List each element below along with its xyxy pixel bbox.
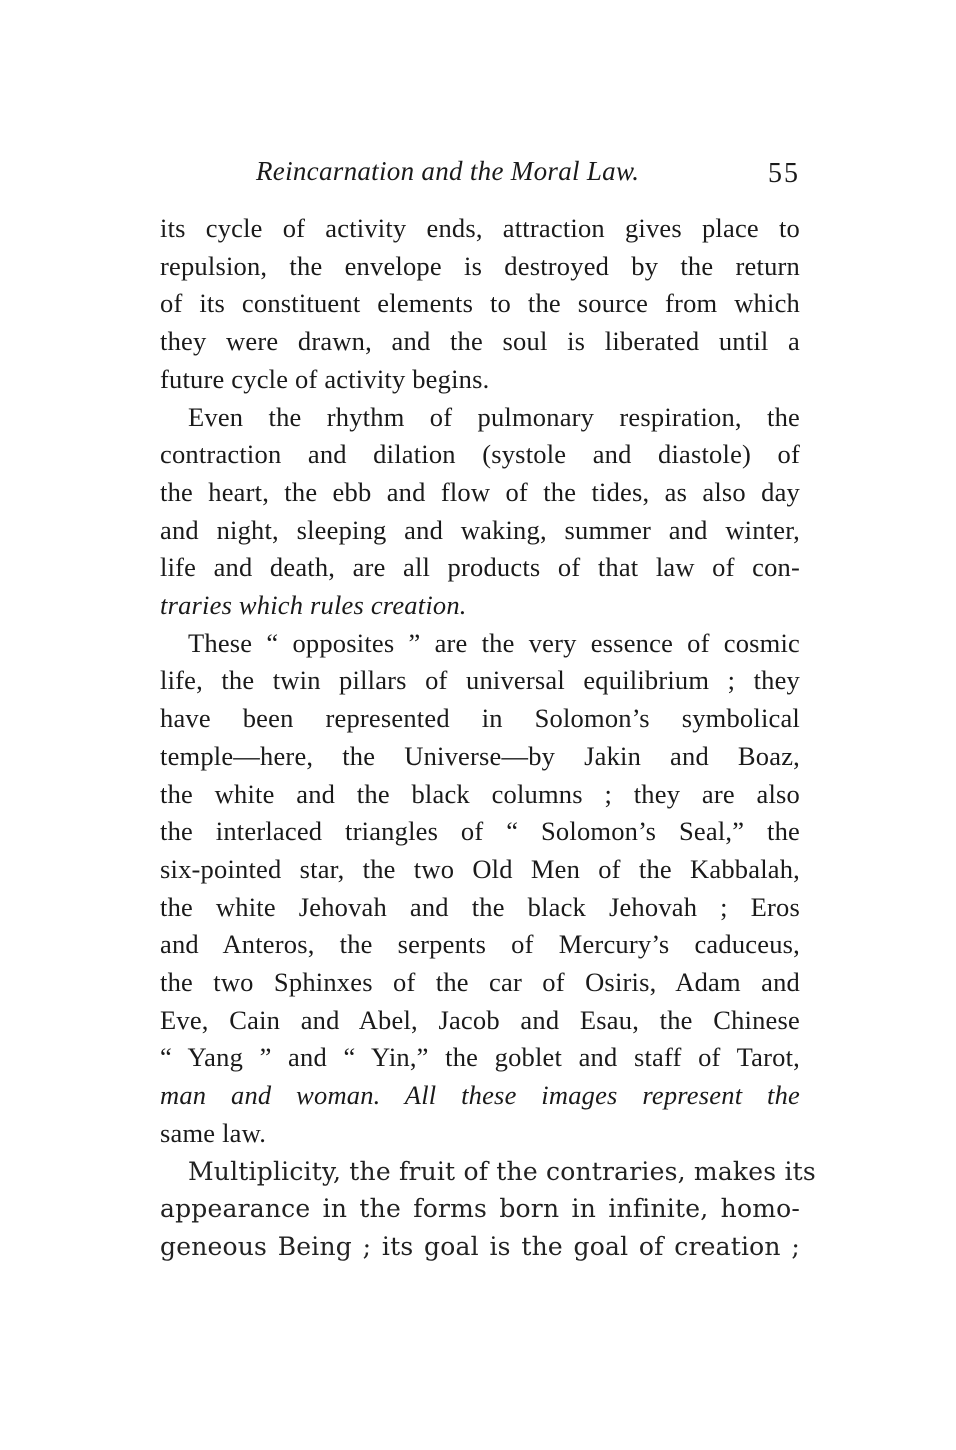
text-line: appearance in the forms born in infinite, homo-: [160, 1194, 800, 1224]
text-line: repulsion, the envelope is destroyed by the return: [160, 250, 800, 281]
text-line: the interlaced triangles of “ Solomon’s Seal,” the: [160, 816, 800, 847]
page-number: 55: [768, 158, 800, 189]
paragraph-2: [160, 399, 800, 625]
text-line: and night, sleeping and waking, summer and winter,: [160, 514, 800, 545]
running-head: [160, 156, 800, 192]
text-line: its cycle of activity ends, attraction gives place to: [160, 213, 800, 243]
text-line: future cycle of activity begins.: [160, 363, 490, 394]
text-line: “ Yang ” and “ Yin,” the goblet and staff of Tarot,: [160, 1042, 800, 1073]
text-line: Eve, Cain and Abel, Jacob and Esau, the Chinese: [160, 1004, 800, 1035]
paragraph-3: [160, 625, 800, 1153]
paragraph-4: [160, 1153, 816, 1266]
text-line: have been represented in Solomon’s symbolical: [160, 703, 800, 734]
text-line: Multiplicity, the fruit of the contraries, makes its: [188, 1156, 816, 1186]
text-line-mixed: [160, 1077, 800, 1115]
text-line: temple—here, the Universe—by Jakin and Boaz,: [160, 740, 800, 771]
text-line: Even the rhythm of pulmonary respiration, the: [188, 401, 800, 432]
text-line: they were drawn, and the soul is liberated until a: [160, 326, 800, 357]
text-line: These “ opposites ” are the very essence of cosmic: [188, 627, 800, 658]
text-line: of its constituent elements to the source from which: [160, 288, 800, 319]
text-line: the heart, the ebb and flow of the tides, as also day: [160, 476, 800, 507]
running-title: Reincarnation and the Moral Law.: [256, 156, 640, 186]
body-text: [160, 210, 816, 1266]
italic-phrase-rest: All these images represent the: [380, 1080, 800, 1111]
text-line: geneous Being ; its goal is the goal of creation ;: [160, 1231, 800, 1261]
text-line: life, the twin pillars of universal equilibrium ; they: [160, 665, 800, 696]
text-line: six-pointed star, the two Old Men of the Kabbalah,: [160, 853, 800, 884]
text-line: traries which rules creation.: [160, 590, 467, 621]
text-line: life and death, are all products of that law of con-: [160, 552, 800, 583]
text-line: same law.: [160, 1117, 267, 1148]
text-line: the two Sphinxes of the car of Osiris, Adam and: [160, 967, 800, 998]
text-line: the white and the black columns ; they are also: [160, 778, 800, 809]
paragraph-1: [160, 210, 800, 399]
text-line: contraction and dilation (systole and diastole) of: [160, 439, 800, 470]
text-line: and Anteros, the serpents of Mercury’s caduceus,: [160, 929, 800, 960]
italic-phrase: man and woman.: [160, 1080, 381, 1111]
text-line: the white Jehovah and the black Jehovah ; Eros: [160, 891, 800, 922]
